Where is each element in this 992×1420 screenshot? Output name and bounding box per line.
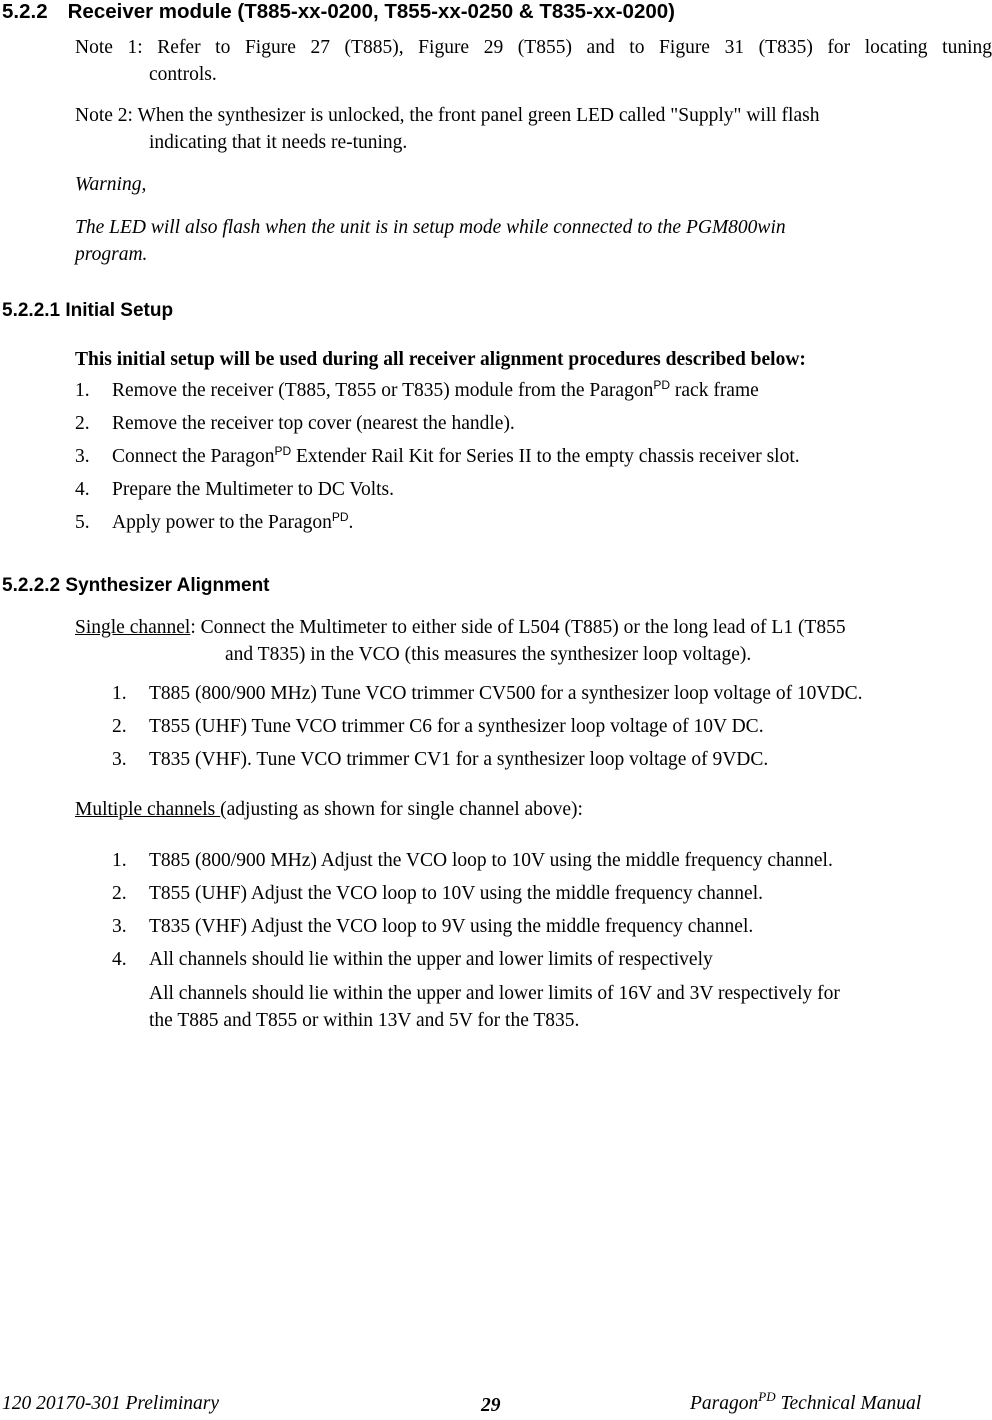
note-1-line-1: Note 1: Refer to Figure 27 (T885), Figure 29 (T855) and to Figure 31 (T835) for locating tuning [75, 37, 992, 58]
note-2-line-1: Note 2: When the synthesizer is unlocked, the front panel green LED called "Supply" will flash [75, 105, 820, 126]
single-channel-line-2: and T835) in the VCO (this measures the synthesizer loop voltage). [225, 644, 752, 665]
single-channel-line-1: Single channel: Connect the Multimeter to either side of L504 (T885) or the long lead of L1 (T855 [75, 617, 846, 638]
single-channel-label: Single channel [75, 617, 191, 638]
list-item: 3. T835 (VHF) Adjust the VCO loop to 9V using the middle frequency channel. [112, 916, 754, 937]
footer-page-number: 29 [481, 1395, 501, 1416]
list-item: 3. T835 (VHF). Tune VCO trimmer CV1 for a synthesizer loop voltage of 9VDC. [112, 749, 769, 770]
limits-paragraph-line-2: the T885 and T855 or within 13V and 5V for the T835. [149, 1010, 580, 1031]
list-item: 1. T885 (800/900 MHz) Adjust the VCO loop to 10V using the middle frequency channel. [112, 850, 833, 871]
limits-paragraph-line-1: All channels should lie within the upper and lower limits of 16V and 3V respectively for [149, 983, 840, 1004]
list-item: 2. T855 (UHF) Adjust the VCO loop to 10V using the middle frequency channel. [112, 883, 763, 904]
section-title: Receiver module (T885-xx-0200, T855-xx-0250 & T835-xx-0200) [67, 0, 675, 23]
note-1 [75, 34, 992, 62]
list-item: 5. Apply power to the Paragon$^{PD}$. [75, 510, 354, 533]
section-heading [2, 0, 675, 25]
subsection-heading-initial-setup: 5.2.2.1 Initial Setup [2, 300, 174, 321]
list-item: 2. Remove the receiver top cover (nearest the handle). [75, 413, 515, 434]
warning-label: Warning, [75, 174, 147, 195]
warning-line-2: program. [75, 244, 148, 265]
list-item: 2. T855 (UHF) Tune VCO trimmer C6 for a synthesizer loop voltage of 10V DC. [112, 716, 764, 737]
footer-manual-title: Paragon$^{PD}$ Technical Manual [690, 1389, 922, 1414]
note-2-line-2: indicating that it needs re-tuning. [149, 132, 408, 153]
multiple-channels-label: Multiple channels [75, 799, 221, 820]
multiple-channels-line: Multiple channels (adjusting as shown for single channel above): [75, 799, 583, 820]
warning-line-1: The LED will also flash when the unit is in setup mode while connected to the PGM800win [75, 217, 786, 238]
note-1-line-2: controls. [149, 64, 217, 85]
list-item: 1. T885 (800/900 MHz) Tune VCO trimmer CV500 for a synthesizer loop voltage of 10VDC. [112, 683, 863, 704]
initial-setup-intro: This initial setup will be used during all receiver alignment procedures described below: [75, 349, 806, 370]
list-item: 4. All channels should lie within the upper and lower limits of respectively [112, 949, 713, 970]
footer-doc-id: 120 20170-301 Preliminary [2, 1393, 220, 1414]
list-item: 4. Prepare the Multimeter to DC Volts. [75, 479, 394, 500]
section-number: 5.2.2 [2, 0, 48, 23]
subsection-heading-synth-alignment: 5.2.2.2 Synthesizer Alignment [2, 575, 270, 596]
list-item: 3. Connect the Paragon$^{PD}$ Extender Rail Kit for Series II to the empty chassis receiver slot. [75, 444, 800, 467]
list-item: 1. Remove the receiver (T885, T855 or T835) module from the Paragon$^{PD}$ rack frame [75, 378, 759, 401]
